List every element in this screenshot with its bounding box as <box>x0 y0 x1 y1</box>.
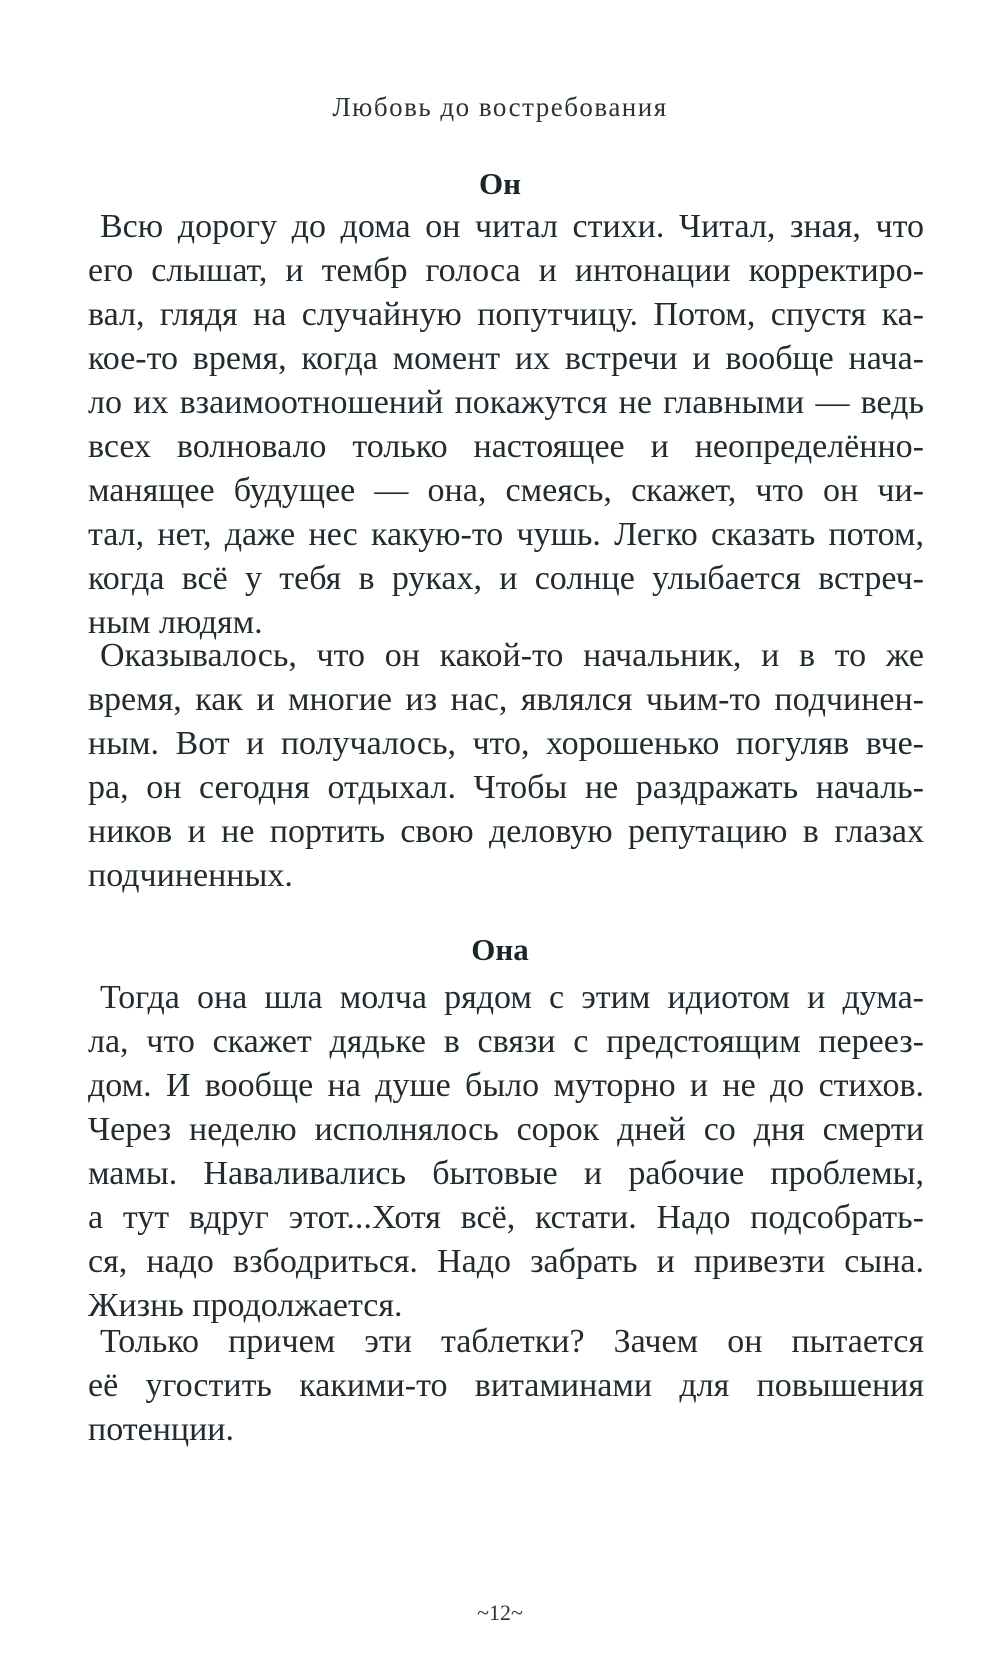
text-line: потенции. <box>88 1411 234 1448</box>
paragraph-ona-2 <box>88 1320 924 1452</box>
text-line: ра, он сегодня отдыхал. Чтобы не раздражать началь- <box>88 769 924 806</box>
text-line: ным. Вот и получалось, что, хорошенько погуляв вче- <box>88 725 924 762</box>
text-line: всех волновало только настоящее и неопределённо- <box>88 428 924 465</box>
text-line: ла, что скажет дядьке в связи с предстоящим переез- <box>88 1023 924 1060</box>
text-line: его слышат, и тембр голоса и интонации корректиро- <box>88 252 924 289</box>
text-line: её угостить какими-то витаминами для повышения <box>88 1367 924 1404</box>
text-line: ло их взаимоотношений покажутся не главными — ведь <box>88 384 924 421</box>
text-line: манящее будущее — она, смеясь, скажет, что он чи- <box>88 472 924 509</box>
text-line: Всю дорогу до дома он читал стихи. Читал, зная, что <box>100 208 924 245</box>
text-line: Через неделю исполнялось сорок дней со дня смерти <box>88 1111 924 1148</box>
running-head: Любовь до востребования <box>332 92 668 122</box>
text-line: вал, глядя на случайную попутчицу. Потом, спустя ка- <box>88 296 924 333</box>
text-line: Тогда она шла молча рядом с этим идиотом и дума- <box>100 979 924 1016</box>
text-line: Только причем эти таблетки? Зачем он пытается <box>100 1323 924 1360</box>
section-heading-ona: Она <box>471 932 529 967</box>
text-line: Оказывалось, что он какой-то начальник, и в то же <box>100 637 924 674</box>
text-line: тал, нет, даже нес какую-то чушь. Легко сказать потом, <box>88 516 924 553</box>
text-line: когда всё у тебя в руках, и солнце улыбается встреч- <box>88 560 924 597</box>
page-number: ~12~ <box>477 1600 523 1625</box>
text-line: время, как и многие из нас, являлся чьим-то подчинен- <box>88 681 924 718</box>
paragraph-on-2 <box>88 634 924 898</box>
paragraph-ona-1 <box>88 976 924 1328</box>
text-line: ся, надо взбодриться. Надо забрать и привезти сына. <box>88 1243 924 1280</box>
text-line: ным людям. <box>88 604 263 641</box>
text-line: дом. И вообще на душе было муторно и не до стихов. <box>88 1067 924 1104</box>
section-heading-on: Он <box>479 166 521 201</box>
text-line: а тут вдруг этот...Хотя всё, кстати. Надо подсобрать- <box>88 1199 924 1236</box>
text-line: подчиненных. <box>88 857 293 894</box>
text-line: кое-то время, когда момент их встречи и вообще нача- <box>88 340 924 377</box>
paragraph-on-1 <box>88 205 924 645</box>
text-line: Жизнь продолжается. <box>88 1287 403 1324</box>
text-line: мамы. Наваливались бытовые и рабочие проблемы, <box>88 1155 924 1192</box>
text-line: ников и не портить свою деловую репутацию в глазах <box>88 813 924 850</box>
